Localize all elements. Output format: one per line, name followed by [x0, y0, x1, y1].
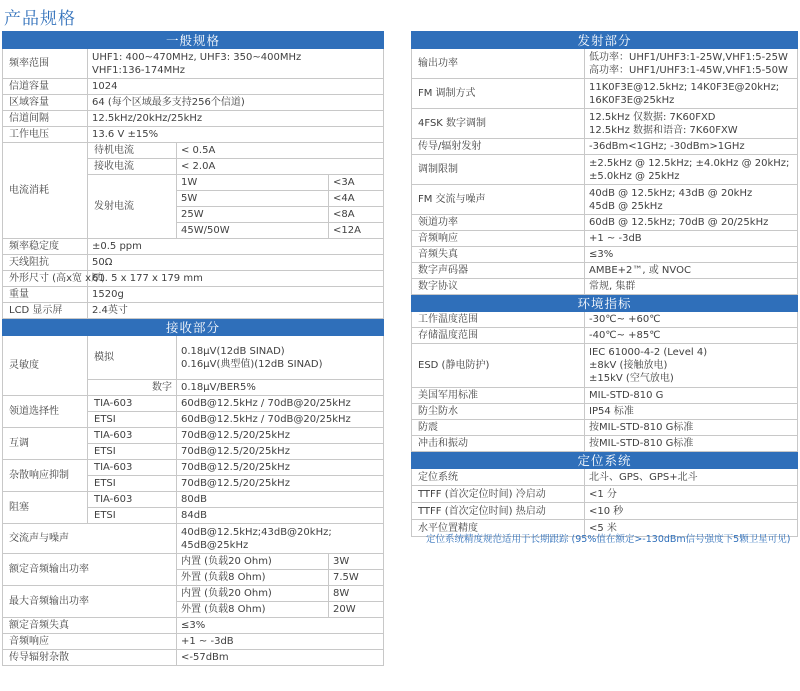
accuracy-label: 水平位置精度 — [412, 520, 585, 537]
section-header-general: 一般规格 — [3, 32, 384, 49]
selectivity-label: 领道选择性 — [3, 396, 88, 428]
general-spec-table — [2, 31, 384, 666]
op-temp-label: 工作温度范围 — [412, 312, 585, 328]
vibration-label: 防震 — [412, 420, 585, 436]
fm-mod-label: FM 调制方式 — [412, 79, 585, 109]
spurious-label: 杂散响应抑制 — [3, 460, 88, 492]
hum-noise-label: 交流声与噪声 — [3, 524, 177, 554]
weight-label: 重量 — [3, 287, 88, 303]
mil-value: MIL-STD-810 G — [585, 388, 798, 404]
shock-label: 冲击和振动 — [412, 436, 585, 452]
tx-audio-distortion-label: 音频失真 — [412, 247, 585, 263]
spurious-std-1: TIA-603 — [88, 460, 177, 476]
intermod-value-1: 70dB@12.5/20/25kHz — [177, 428, 384, 444]
rx-audio-distortion-label: 额定音频失真 — [3, 618, 177, 634]
tx-power-3: 25W — [177, 207, 329, 223]
blocking-std-1: TIA-603 — [88, 492, 177, 508]
fm-noise-value: 40dB @ 12.5kHz; 43dB @ 20kHz 45dB @ 25kHz — [585, 185, 798, 215]
dimensions-label: 外形尺寸 (高x宽 x厚) — [3, 271, 88, 287]
rated-audio-label: 额定音频输出功率 — [3, 554, 177, 586]
stability-label: 频率稳定度 — [3, 239, 88, 255]
intermod-label: 互调 — [3, 428, 88, 460]
blocking-value-1: 80dB — [177, 492, 384, 508]
max-audio-value-2: 20W — [329, 602, 384, 618]
adjacent-label: 领道功率 — [412, 215, 585, 231]
ip-label: 防尘防水 — [412, 404, 585, 420]
weight-value: 1520g — [88, 287, 384, 303]
ttff-cold-value: <1 分 — [585, 486, 798, 503]
section-header-positioning: 定位系统 — [412, 452, 798, 469]
page-title: 产品规格 — [4, 9, 76, 29]
tx-audio-distortion-value: ≤3% — [585, 247, 798, 263]
mil-label: 美国军用标准 — [412, 388, 585, 404]
pos-system-label: 定位系统 — [412, 469, 585, 486]
pos-system-value: 北斗、GPS、GPS+北斗 — [585, 469, 798, 486]
tx-current-2: <4A — [329, 191, 384, 207]
channels-label: 信道容量 — [3, 79, 88, 95]
mod-limit-value: ±2.5kHz @ 12.5kHz; ±4.0kHz @ 20kHz; ±5.0kHz @ 25kHz — [585, 155, 798, 185]
rated-audio-value-2: 7.5W — [329, 570, 384, 586]
conducted-spurious-value: <-57dBm — [177, 650, 384, 666]
tx-audio-response-label: 音频响应 — [412, 231, 585, 247]
ttff-cold-label: TTFF (首次定位时间) 冷启动 — [412, 486, 585, 503]
stability-value: ±0.5 ppm — [88, 239, 384, 255]
rx-audio-response-label: 音频响应 — [3, 634, 177, 650]
section-header-environment: 环境指标 — [412, 295, 798, 312]
vocoder-label: 数字声码器 — [412, 263, 585, 279]
impedance-label: 天线阻抗 — [3, 255, 88, 271]
vibration-value: 按MIL-STD-810 G标准 — [585, 420, 798, 436]
receive-current-label: 接收电流 — [88, 159, 177, 175]
tx-current-1: <3A — [329, 175, 384, 191]
blocking-value-2: 84dB — [177, 508, 384, 524]
intermod-value-2: 70dB@12.5/20/25kHz — [177, 444, 384, 460]
fsk-value: 12.5kHz 仅数据: 7K60FXD 12.5kHz 数据和语音: 7K60FXW — [585, 109, 798, 139]
spurious-value-1: 70dB@12.5/20/25kHz — [177, 460, 384, 476]
conducted-label: 传导/辐射发射 — [412, 139, 585, 155]
mod-limit-label: 调制限制 — [412, 155, 585, 185]
ttff-hot-value: <10 秒 — [585, 503, 798, 520]
receive-current-value: < 2.0A — [177, 159, 384, 175]
tx-power-1: 1W — [177, 175, 329, 191]
section-header-transmit: 发射部分 — [412, 32, 798, 49]
lcd-value: 2.4英寸 — [88, 303, 384, 319]
spurious-value-2: 70dB@12.5/20/25kHz — [177, 476, 384, 492]
max-audio-value-1: 8W — [329, 586, 384, 602]
standby-current-label: 待机电流 — [88, 143, 177, 159]
tx-power-4: 45W/50W — [177, 223, 329, 239]
tx-power-2: 5W — [177, 191, 329, 207]
tx-current-3: <8A — [329, 207, 384, 223]
voltage-label: 工作电压 — [3, 127, 88, 143]
dimensions-value: 61. 5 x 177 x 179 mm — [88, 271, 384, 287]
ip-value: IP54 标准 — [585, 404, 798, 420]
storage-temp-value: -40℃~ +85℃ — [585, 328, 798, 344]
fsk-label: 4FSK 数字调制 — [412, 109, 585, 139]
max-audio-cond-2: 外置 (负载8 Ohm) — [177, 602, 329, 618]
transmit-spec-table — [411, 31, 798, 537]
sensitivity-analog-value: 0.18μV(12dB SINAD) 0.16μV(典型值)(12dB SINAD) — [177, 336, 384, 380]
rated-audio-cond-1: 内置 (负载20 Ohm) — [177, 554, 329, 570]
fm-mod-value: 11K0F3E@12.5kHz; 14K0F3E@20kHz; 16K0F3E@25kHz — [585, 79, 798, 109]
positioning-note: 定位系统精度规范适用于长期跟踪 (95%值在额定>-130dBm信号强度下5颗卫星可见) — [426, 534, 791, 545]
storage-temp-label: 存储温度范围 — [412, 328, 585, 344]
intermod-std-1: TIA-603 — [88, 428, 177, 444]
zones-label: 区域容量 — [3, 95, 88, 111]
max-audio-label: 最大音频输出功率 — [3, 586, 177, 618]
voltage-value: 13.6 V ±15% — [88, 127, 384, 143]
adjacent-value: 60dB @ 12.5kHz; 70dB @ 20/25kHz — [585, 215, 798, 231]
hum-noise-value: 40dB@12.5kHz;43dB@20kHz; 45dB@25kHz — [177, 524, 384, 554]
current-label: 电流消耗 — [3, 143, 88, 239]
lcd-label: LCD 显示屏 — [3, 303, 88, 319]
esd-value: IEC 61000-4-2 (Level 4) ±8kV (接触放电) ±15kV (空气放电) — [585, 344, 798, 388]
protocol-value: 常规, 集群 — [585, 279, 798, 295]
channels-value: 1024 — [88, 79, 384, 95]
tx-current-label: 发射电流 — [88, 175, 177, 239]
sensitivity-digital-value: 0.18μV/BER5% — [177, 380, 384, 396]
rated-audio-value-1: 3W — [329, 554, 384, 570]
ttff-hot-label: TTFF (首次定位时间) 热启动 — [412, 503, 585, 520]
tx-current-4: <12A — [329, 223, 384, 239]
standby-current-value: < 0.5A — [177, 143, 384, 159]
blocking-label: 阻塞 — [3, 492, 88, 524]
op-temp-value: -30℃~ +60℃ — [585, 312, 798, 328]
rx-audio-distortion-value: ≤3% — [177, 618, 384, 634]
freq-range-label: 频率范围 — [3, 49, 88, 79]
tx-audio-response-value: +1 ~ -3dB — [585, 231, 798, 247]
sensitivity-digital-label: 数字 — [88, 380, 177, 396]
freq-range-value: UHF1: 400~470MHz, UHF3: 350~400MHz VHF1:136-174MHz — [88, 49, 384, 79]
max-audio-cond-1: 内置 (负载20 Ohm) — [177, 586, 329, 602]
spacing-value: 12.5kHz/20kHz/25kHz — [88, 111, 384, 127]
selectivity-value-1: 60dB@12.5kHz / 70dB@20/25kHz — [177, 396, 384, 412]
intermod-std-2: ETSI — [88, 444, 177, 460]
tx-power-label: 输出功率 — [412, 49, 585, 79]
sensitivity-label: 灵敏度 — [3, 336, 88, 396]
selectivity-value-2: 60dB@12.5kHz / 70dB@20/25kHz — [177, 412, 384, 428]
protocol-label: 数字协议 — [412, 279, 585, 295]
rated-audio-cond-2: 外置 (负载8 Ohm) — [177, 570, 329, 586]
impedance-value: 50Ω — [88, 255, 384, 271]
spurious-std-2: ETSI — [88, 476, 177, 492]
accuracy-value: <5 米 — [585, 520, 798, 537]
shock-value: 按MIL-STD-810 G标准 — [585, 436, 798, 452]
fm-noise-label: FM 交流与噪声 — [412, 185, 585, 215]
zones-value: 64 (每个区域最多支持256个信道) — [88, 95, 384, 111]
section-header-receive: 接收部分 — [3, 319, 384, 336]
esd-label: ESD (静电防护) — [412, 344, 585, 388]
selectivity-std-1: TIA-603 — [88, 396, 177, 412]
vocoder-value: AMBE+2™, 或 NVOC — [585, 263, 798, 279]
blocking-std-2: ETSI — [88, 508, 177, 524]
tx-power-value: 低功率：UHF1/UHF3:1-25W,VHF1:5-25W 高功率：UHF1/UHF3:1-45W,VHF1:5-50W — [585, 49, 798, 79]
spacing-label: 信道间隔 — [3, 111, 88, 127]
conducted-value: -36dBm<1GHz; -30dBm>1GHz — [585, 139, 798, 155]
conducted-spurious-label: 传导辐射杂散 — [3, 650, 177, 666]
sensitivity-analog-label: 模拟 — [88, 336, 177, 380]
selectivity-std-2: ETSI — [88, 412, 177, 428]
rx-audio-response-value: +1 ~ -3dB — [177, 634, 384, 650]
